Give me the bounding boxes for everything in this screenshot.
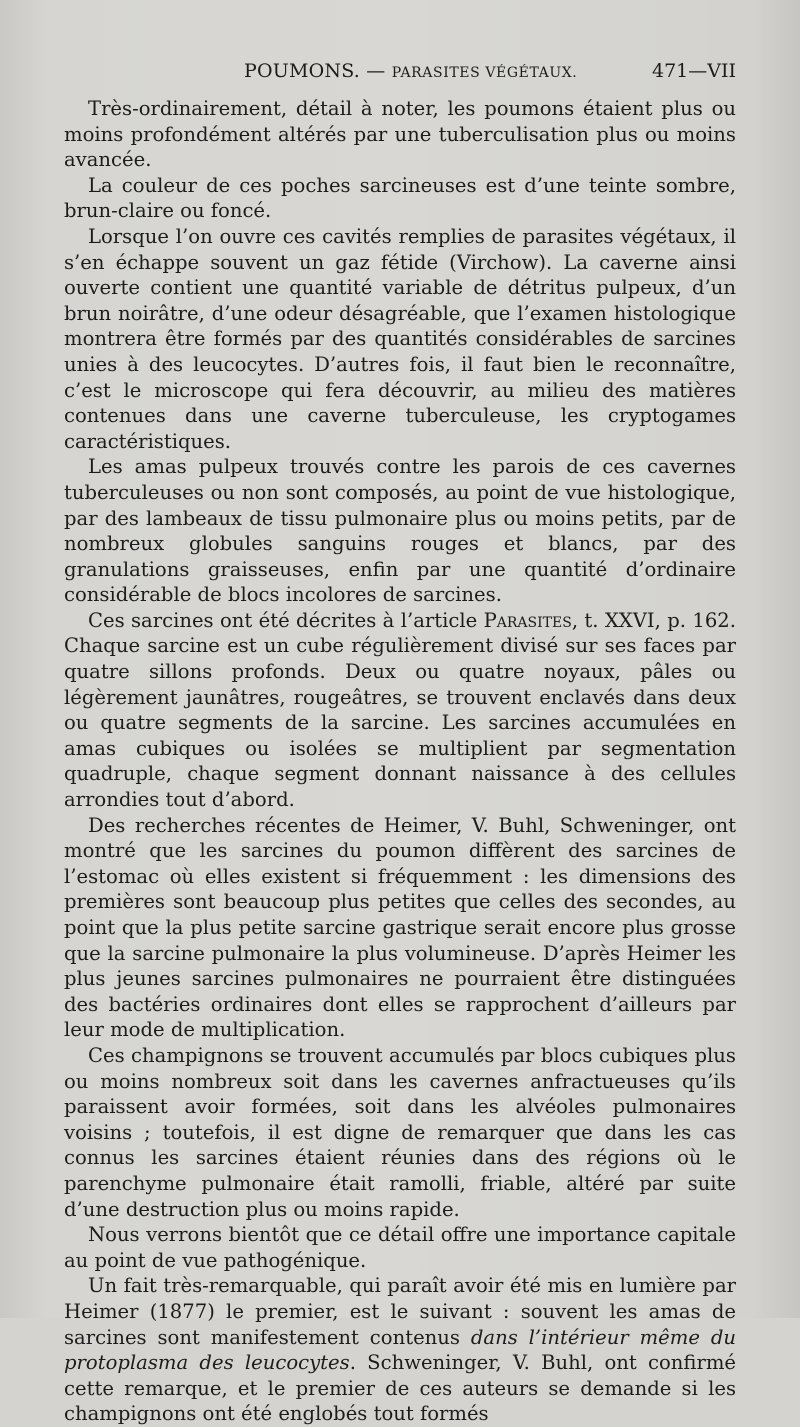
running-title-subtitle: PARASITES VÉGÉTAUX.	[391, 65, 578, 81]
paragraph	[64, 608, 736, 813]
running-header	[64, 60, 736, 90]
paragraph-text: Un fait très-remarquable, qui paraît avoir été mis en lumière par Heimer (1877) le premier, est le suivant : souvent les amas de sarcines sont manifestement contenus	[64, 1274, 736, 1349]
body-text	[64, 96, 736, 1427]
paragraph-text: . Schweninger, V. Buhl, ont confirmé cette remarque, et le premier de ces auteurs se demande si les champignons ont été englobés tout formés	[64, 1351, 737, 1426]
page-number: 471—VII	[652, 60, 736, 82]
paragraph-text: Ces sarcines ont été décrites à l’article	[88, 608, 484, 632]
running-title-main: POUMONS.	[244, 60, 361, 82]
running-title-separator: —	[360, 60, 392, 82]
article-reference: Parasites	[483, 608, 572, 632]
paragraph: Des recherches récentes de Heimer, V. Buhl, Schweninger, ont montré que les sarcines du poumon diffèrent des sarcines de l’estomac où elles existent si fréquemment : les dimensions des premières sont beaucoup plus petites que celles des secondes, au point que la plus petite sarcine gastrique serait encore plus grosse que la sarcine pulmonaire la plus volumineuse. D’après Heimer les plus jeunes sarcines pulmonaires ne pourraient être distinguées des bactéries ordinaires dont elles se rapprochent d’ailleurs par leur mode de multiplication.	[64, 813, 736, 1042]
paragraph: Ces champignons se trouvent accumulés par blocs cubiques plus ou moins nombreux soit dans les cavernes anfractueuses qu’ils paraissent avoir formées, soit dans les alvéoles pulmonaires voisins ; toutefois, il est digne de remarquer que dans les cas connus les sarcines étaient réunies dans des régions où le parenchyme pulmonaire était ramolli, friable, altéré par suite d’une destruction plus ou moins rapide.	[64, 1043, 736, 1221]
running-title	[244, 60, 577, 82]
paragraph: La couleur de ces poches sarcineuses est d’une teinte sombre, brun-claire ou foncé.	[64, 173, 736, 223]
paragraph: Lorsque l’on ouvre ces cavités remplies de parasites végétaux, il s’en échappe souvent un gaz fétide (Virchow). La caverne ainsi ouverte contient une quantité variable de détritus pulpeux, d’un brun noirâtre, d’une odeur désagréable, que l’examen histologique montrera être formés par des quantités considérables de sarcines unies à des leucocytes. D’autres fois, il faut bien le reconnaître, c’est le microscope qui fera découvrir, au milieu des matières contenues dans une caverne tuberculeuse, les cryptogames caractéristiques.	[64, 224, 736, 453]
paragraph: Les amas pulpeux trouvés contre les parois de ces cavernes tuberculeuses ou non sont composés, au point de vue histologique, par des lambeaux de tissu pulmonaire plus ou moins petits, par de nombreux globules sanguins rouges et blancs, par des granulations graisseuses, enfin par une quantité d’ordinaire considérable de blocs incolores de sarcines.	[64, 455, 736, 607]
paragraph-text: , t. XXVI, p. 162. Chaque sarcine est un cube régulièrement divisé sur ses faces par quatre sillons profonds. Deux ou quatre noyaux, pâles ou légèrement jaunâtres, rougeâtres, se trouvent enclavés dans deux ou quatre segments de la sarcine. Les sarcines accumulées en amas cubiques ou isolées se multiplient par segmentation quadruple, chaque segment donnant naissance à des cellules arrondies tout d’abord.	[64, 608, 736, 812]
paragraph: Très-ordinairement, détail à noter, les poumons étaient plus ou moins profondément altérés par une tuberculisation plus ou moins avancée.	[64, 97, 736, 172]
paragraph	[64, 1273, 736, 1427]
paragraph: Nous verrons bientôt que ce détail offre une importance capitale au point de vue pathogénique.	[64, 1223, 736, 1272]
emphasized-text: dans l’intérieur même du protoplasma des leucocytes	[64, 1325, 736, 1375]
